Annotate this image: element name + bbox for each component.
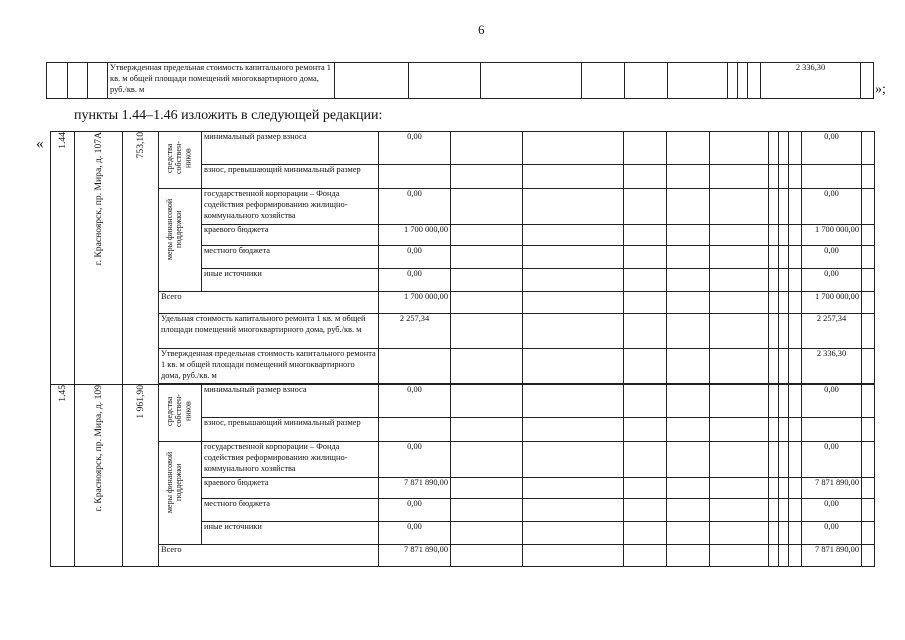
cell — [523, 132, 624, 165]
cell — [769, 165, 779, 189]
cell — [862, 246, 875, 269]
cell — [582, 63, 625, 99]
cell — [769, 499, 779, 522]
min-fee-value: 0,00 — [379, 385, 451, 418]
regional-value: 7 871 890,00 — [379, 478, 451, 499]
cell — [862, 269, 875, 292]
cell — [667, 292, 710, 314]
cell — [779, 269, 789, 292]
cell — [624, 132, 667, 165]
cell — [710, 314, 769, 349]
cell — [451, 522, 523, 545]
own-funds-label: средства собствен-ников — [159, 132, 202, 189]
fund-value: 0,00 — [379, 442, 451, 478]
cell — [789, 246, 802, 269]
max-cost-total: 2 336,30 — [802, 349, 862, 384]
min-fee-total: 0,00 — [802, 132, 862, 165]
cell — [769, 442, 779, 478]
cell — [802, 165, 862, 189]
cell — [451, 418, 523, 442]
cell — [728, 63, 738, 99]
closing-quote: »; — [875, 82, 886, 97]
cell — [779, 442, 789, 478]
cell — [451, 132, 523, 165]
cell — [769, 478, 779, 499]
fund-total: 0,00 — [802, 442, 862, 478]
cell — [779, 478, 789, 499]
cell — [862, 478, 875, 499]
cell — [862, 418, 875, 442]
cell — [862, 165, 875, 189]
item-address: г. Красноярск, пр. Мира, д. 109 — [75, 385, 123, 567]
cell — [789, 165, 802, 189]
cell — [789, 385, 802, 418]
cell — [451, 499, 523, 522]
cell — [668, 63, 728, 99]
cell — [667, 418, 710, 442]
total-label: Всего — [159, 545, 379, 567]
cell — [769, 418, 779, 442]
cell — [862, 522, 875, 545]
cell — [769, 246, 779, 269]
regional-label: краевого бюджета — [202, 478, 379, 499]
cell — [523, 246, 624, 269]
cell — [624, 478, 667, 499]
cell — [335, 63, 409, 99]
cell — [451, 478, 523, 499]
top-row-label: Утвержденная предельная стоимость капитального ремонта 1 кв. м общей площади помещений многоквартирного дома, руб./кв. м — [108, 63, 335, 99]
cell — [710, 545, 769, 567]
cell — [667, 442, 710, 478]
cell — [789, 189, 802, 225]
cell — [481, 63, 582, 99]
cell — [667, 189, 710, 225]
fund-label: государственной корпорации – Фонда содействия реформированию жилищно-коммунального хозяйства — [202, 442, 379, 478]
min-fee-label: минимальный размер взноса — [202, 385, 379, 418]
item-number: 1.45 — [51, 385, 75, 567]
cell — [789, 225, 802, 246]
cell — [769, 225, 779, 246]
cell — [748, 63, 761, 99]
cell — [523, 165, 624, 189]
cell — [624, 522, 667, 545]
cell — [379, 165, 451, 189]
regional-value: 1 700 000,00 — [379, 225, 451, 246]
cell — [523, 545, 624, 567]
cell — [625, 63, 668, 99]
cell — [624, 499, 667, 522]
cell — [769, 314, 779, 349]
cell — [523, 189, 624, 225]
other-total: 0,00 — [802, 522, 862, 545]
cell — [523, 499, 624, 522]
page-number: 6 — [478, 22, 485, 37]
regional-total: 1 700 000,00 — [802, 225, 862, 246]
cell — [789, 478, 802, 499]
cell — [451, 269, 523, 292]
cell — [779, 132, 789, 165]
cell — [710, 132, 769, 165]
cell — [379, 418, 451, 442]
cell — [523, 385, 624, 418]
cell — [779, 314, 789, 349]
cell — [667, 499, 710, 522]
unit-cost-label: Удельная стоимость капитального ремонта 1 кв. м общей площади помещений многоквартирного дома, руб./кв. м — [159, 314, 379, 349]
cell — [451, 545, 523, 567]
item-area: 753,10 — [123, 132, 159, 385]
cell — [769, 292, 779, 314]
cell — [523, 225, 624, 246]
intro-text: пункты 1.44–1.46 изложить в следующей редакции: — [74, 108, 383, 123]
cell — [779, 225, 789, 246]
cell — [624, 545, 667, 567]
cell — [779, 246, 789, 269]
cell — [779, 545, 789, 567]
cell — [523, 418, 624, 442]
cell — [779, 418, 789, 442]
cell — [769, 189, 779, 225]
cell — [710, 385, 769, 418]
cell — [523, 478, 624, 499]
cell — [451, 292, 523, 314]
cell — [710, 442, 769, 478]
cell — [624, 385, 667, 418]
cell — [667, 132, 710, 165]
cell — [789, 292, 802, 314]
cell — [451, 349, 523, 384]
cell — [779, 165, 789, 189]
cell — [667, 246, 710, 269]
cell — [710, 269, 769, 292]
cell — [667, 478, 710, 499]
cell — [523, 269, 624, 292]
min-fee-value: 0,00 — [379, 132, 451, 165]
cell — [451, 225, 523, 246]
cell — [789, 349, 802, 384]
item-address: г. Красноярск, пр. Мира, д. 107А — [75, 132, 123, 385]
cell — [624, 314, 667, 349]
local-value: 0,00 — [379, 499, 451, 522]
cell — [667, 314, 710, 349]
cell — [861, 63, 874, 99]
cell — [779, 292, 789, 314]
cell — [523, 522, 624, 545]
over-min-label: взнос, превышающий минимальный размер — [202, 165, 379, 189]
cell — [789, 314, 802, 349]
cell — [47, 63, 68, 99]
fund-label: государственной корпорации – Фонда содействия реформированию жилищно-коммунального хозяйства — [202, 189, 379, 225]
cell — [624, 349, 667, 384]
local-total: 0,00 — [802, 246, 862, 269]
cell — [710, 418, 769, 442]
cell — [667, 385, 710, 418]
local-label: местного бюджета — [202, 246, 379, 269]
cell — [624, 246, 667, 269]
cell — [779, 499, 789, 522]
other-value: 0,00 — [379, 269, 451, 292]
item-number: 1.44 — [51, 132, 75, 385]
cell — [667, 545, 710, 567]
cell — [451, 385, 523, 418]
cell — [624, 292, 667, 314]
cell — [789, 418, 802, 442]
other-value: 0,00 — [379, 522, 451, 545]
cell — [451, 442, 523, 478]
cell — [667, 225, 710, 246]
cell — [769, 522, 779, 545]
min-fee-total: 0,00 — [802, 385, 862, 418]
cell — [710, 246, 769, 269]
cell — [667, 349, 710, 384]
cell — [769, 545, 779, 567]
cell — [779, 349, 789, 384]
cell — [862, 225, 875, 246]
cell — [789, 545, 802, 567]
cell — [862, 132, 875, 165]
cell — [769, 385, 779, 418]
other-total: 0,00 — [802, 269, 862, 292]
total-total: 1 700 000,00 — [802, 292, 862, 314]
cell — [379, 349, 451, 384]
fund-value: 0,00 — [379, 189, 451, 225]
cell — [523, 314, 624, 349]
regional-total: 7 871 890,00 — [802, 478, 862, 499]
cell — [769, 349, 779, 384]
cell — [862, 189, 875, 225]
cell — [710, 292, 769, 314]
cell — [802, 418, 862, 442]
cell — [667, 269, 710, 292]
cell — [769, 269, 779, 292]
unit-cost-total: 2 257,34 — [802, 314, 862, 349]
cell — [710, 165, 769, 189]
cell — [862, 385, 875, 418]
unit-cost-value: 2 257,34 — [379, 314, 451, 349]
cell — [779, 189, 789, 225]
local-value: 0,00 — [379, 246, 451, 269]
cell — [789, 132, 802, 165]
cell — [667, 165, 710, 189]
total-value: 7 871 890,00 — [379, 545, 451, 567]
cell — [862, 349, 875, 384]
max-cost-label: Утвержденная предельная стоимость капитального ремонта 1 кв. м общей площади помещений многоквартирного дома, руб./кв. м — [159, 349, 379, 384]
cell — [862, 499, 875, 522]
other-label: иные источники — [202, 522, 379, 545]
other-label: иные источники — [202, 269, 379, 292]
cell — [624, 442, 667, 478]
cell — [68, 63, 88, 99]
cell — [710, 225, 769, 246]
cell — [710, 478, 769, 499]
cell — [862, 292, 875, 314]
cell — [710, 522, 769, 545]
cell — [789, 442, 802, 478]
cell — [88, 63, 108, 99]
cell — [624, 189, 667, 225]
min-fee-label: минимальный размер взноса — [202, 132, 379, 165]
cell — [789, 269, 802, 292]
cell — [523, 349, 624, 384]
cell — [523, 292, 624, 314]
cell — [451, 165, 523, 189]
cell — [451, 314, 523, 349]
support-label: меры финансовой поддержки — [159, 442, 202, 545]
support-label: меры финансовой поддержки — [159, 189, 202, 292]
local-label: местного бюджета — [202, 499, 379, 522]
cell — [710, 349, 769, 384]
cell — [624, 269, 667, 292]
cell — [667, 522, 710, 545]
cell — [862, 545, 875, 567]
cell — [451, 246, 523, 269]
fund-total: 0,00 — [802, 189, 862, 225]
top-table — [46, 62, 874, 99]
cell — [409, 63, 481, 99]
item-area: 1 961,90 — [123, 385, 159, 567]
cell — [523, 442, 624, 478]
cell — [710, 189, 769, 225]
cell — [789, 522, 802, 545]
local-total: 0,00 — [802, 499, 862, 522]
top-row-total: 2 336,30 — [761, 63, 861, 99]
cell — [779, 385, 789, 418]
total-label: Всего — [159, 292, 379, 314]
cell — [624, 418, 667, 442]
main-table — [50, 131, 875, 567]
regional-label: краевого бюджета — [202, 225, 379, 246]
total-total: 7 871 890,00 — [802, 545, 862, 567]
over-min-label: взнос, превышающий минимальный размер — [202, 418, 379, 442]
total-value: 1 700 000,00 — [379, 292, 451, 314]
opening-quote: « — [36, 136, 44, 152]
own-funds-label: средства собствен-ников — [159, 385, 202, 442]
cell — [738, 63, 748, 99]
cell — [769, 132, 779, 165]
cell — [779, 522, 789, 545]
cell — [789, 499, 802, 522]
cell — [624, 225, 667, 246]
cell — [862, 442, 875, 478]
cell — [624, 165, 667, 189]
cell — [710, 499, 769, 522]
cell — [451, 189, 523, 225]
cell — [862, 314, 875, 349]
